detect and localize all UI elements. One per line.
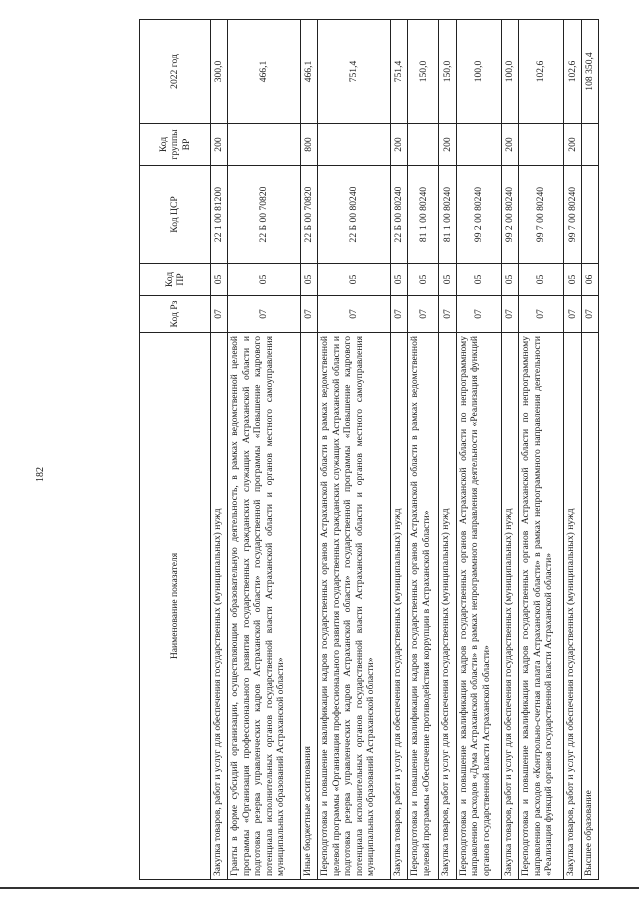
row-pr: 05 [390, 264, 407, 296]
row-vr: 200 [439, 124, 456, 166]
row-pr: 05 [439, 264, 456, 296]
row-rz: 07 [501, 296, 518, 333]
row-amount: 108 350,4 [581, 20, 598, 124]
row-amount: 466,1 [228, 20, 301, 124]
table-row [228, 20, 301, 880]
page-number: 182 [35, 467, 46, 482]
row-name: Гранты в форме субсидий организации, осуществляющим образовательную деятельность, в рамках ведомственной целевой программы «Организация профессионального развития государственных гражданских служащих Астраханской области и подготовка резерва управленческих кадров Астраханской области» государственной программы «Повышение кадрового потенциала исполнительных органов государственной власти Астраханской области и органов местного самоуправления муниципальных образований Астраханской области» [228, 333, 301, 880]
row-amount: 102,6 [519, 20, 564, 124]
row-rz: 07 [211, 296, 228, 333]
table-row [318, 20, 391, 880]
row-vr [581, 124, 598, 166]
header-name: Наименование показателя [140, 333, 211, 880]
row-amount: 150,0 [408, 20, 439, 124]
row-rz: 07 [318, 296, 391, 333]
table-row [581, 20, 598, 880]
row-name: Закупка товаров, работ и услуг для обеспечения государственных (муниципальных) нужд [390, 333, 407, 880]
row-amount: 102,6 [564, 20, 581, 124]
row-csr: 22 1 00 81200 [211, 166, 228, 264]
row-vr [318, 124, 391, 166]
row-name: Закупка товаров, работ и услуг для обеспечения государственных (муниципальных) нужд [564, 333, 581, 880]
header-vr: Код группы ВР [140, 124, 211, 166]
row-vr [519, 124, 564, 166]
table-row [564, 20, 581, 880]
table-row [519, 20, 564, 880]
row-name: Переподготовка и повышение квалификации кадров государственных органов Астраханской области в рамках ведомственной целевой программы «Организация профессионального развития государственных гражданских служащих Астраханской области и подготовка резерва управленческих кадров Астраханской области» государственной программы «Повышение кадрового потенциала исполнительных органов государственной власти Астраханской области и органов местного самоуправления муниципальных образований Астраханской области» [318, 333, 391, 880]
row-csr [581, 166, 598, 264]
row-csr: 99 7 00 80240 [519, 166, 564, 264]
table-header-row [140, 20, 211, 880]
row-pr: 05 [564, 264, 581, 296]
table-row [408, 20, 439, 880]
row-amount: 466,1 [300, 20, 317, 124]
row-csr: 99 2 00 80240 [456, 166, 501, 264]
row-rz: 07 [228, 296, 301, 333]
table-row [300, 20, 317, 880]
table-row [501, 20, 518, 880]
row-rz: 07 [564, 296, 581, 333]
row-name: Закупка товаров, работ и услуг для обеспечения государственных (муниципальных) нужд [501, 333, 518, 880]
table-row [439, 20, 456, 880]
row-name: Иные бюджетные ассигнования [300, 333, 317, 880]
row-csr: 22 Б 00 70820 [228, 166, 301, 264]
row-vr: 800 [300, 124, 317, 166]
row-name: Закупка товаров, работ и услуг для обеспечения государственных (муниципальных) нужд [211, 333, 228, 880]
row-pr: 05 [318, 264, 391, 296]
row-pr: 05 [300, 264, 317, 296]
row-rz: 07 [439, 296, 456, 333]
row-rz: 07 [408, 296, 439, 333]
row-vr: 200 [564, 124, 581, 166]
row-amount: 150,0 [439, 20, 456, 124]
header-pr: Код ПР [140, 264, 211, 296]
row-name: Переподготовка и повышение квалификации кадров государственных органов Астраханской области по непрограммному направлению расходов «Дума Астраханской области» в рамках непрограммного направления деятельности «Реализация функций органов государственной власти Астраханской области» [456, 333, 501, 880]
row-pr: 05 [211, 264, 228, 296]
row-rz: 07 [390, 296, 407, 333]
row-amount: 751,4 [318, 20, 391, 124]
row-name: Высшее образование [581, 333, 598, 880]
row-pr: 06 [581, 264, 598, 296]
row-rz: 07 [519, 296, 564, 333]
row-vr: 200 [390, 124, 407, 166]
row-name: Закупка товаров, работ и услуг для обеспечения государственных (муниципальных) нужд [439, 333, 456, 880]
row-pr: 05 [456, 264, 501, 296]
row-vr [456, 124, 501, 166]
header-csr: Код ЦСР [140, 166, 211, 264]
header-rz: Код Рз [140, 296, 211, 333]
row-csr: 99 2 00 80240 [501, 166, 518, 264]
row-csr: 22 Б 00 70820 [300, 166, 317, 264]
table-row [390, 20, 407, 880]
row-rz: 07 [456, 296, 501, 333]
row-pr: 05 [228, 264, 301, 296]
row-pr: 05 [501, 264, 518, 296]
table-row [456, 20, 501, 880]
row-vr [228, 124, 301, 166]
table-row [211, 20, 228, 880]
row-csr: 22 Б 00 80240 [318, 166, 391, 264]
row-amount: 751,4 [390, 20, 407, 124]
row-csr: 99 7 00 80240 [564, 166, 581, 264]
budget-table-rotated [139, 20, 599, 880]
row-csr: 81 1 00 80240 [408, 166, 439, 264]
row-rz: 07 [581, 296, 598, 333]
row-csr: 81 1 00 80240 [439, 166, 456, 264]
row-pr: 05 [519, 264, 564, 296]
row-amount: 100,0 [456, 20, 501, 124]
row-vr: 200 [211, 124, 228, 166]
row-pr: 05 [408, 264, 439, 296]
row-amount: 300,0 [211, 20, 228, 124]
row-vr [408, 124, 439, 166]
row-rz: 07 [300, 296, 317, 333]
row-name: Переподготовка и повышение квалификации кадров государственных органов Астраханской области в рамках ведомственной целевой программы «Обеспечение противодействия коррупции в Астраханской области» [408, 333, 439, 880]
row-csr: 22 Б 00 80240 [390, 166, 407, 264]
footer-rule [0, 887, 639, 889]
row-vr: 200 [501, 124, 518, 166]
budget-table [139, 19, 599, 880]
row-name: Переподготовка и повышение квалификации кадров государственных органов Астраханской области по непрограммному направлению расходов «Контрольно-счетная палата Астраханской области» в рамках непрограммного направления деятельности «Реализация функций органов государственной власти Астраханской области» [519, 333, 564, 880]
header-year: 2022 год [140, 20, 211, 124]
row-amount: 100,0 [501, 20, 518, 124]
